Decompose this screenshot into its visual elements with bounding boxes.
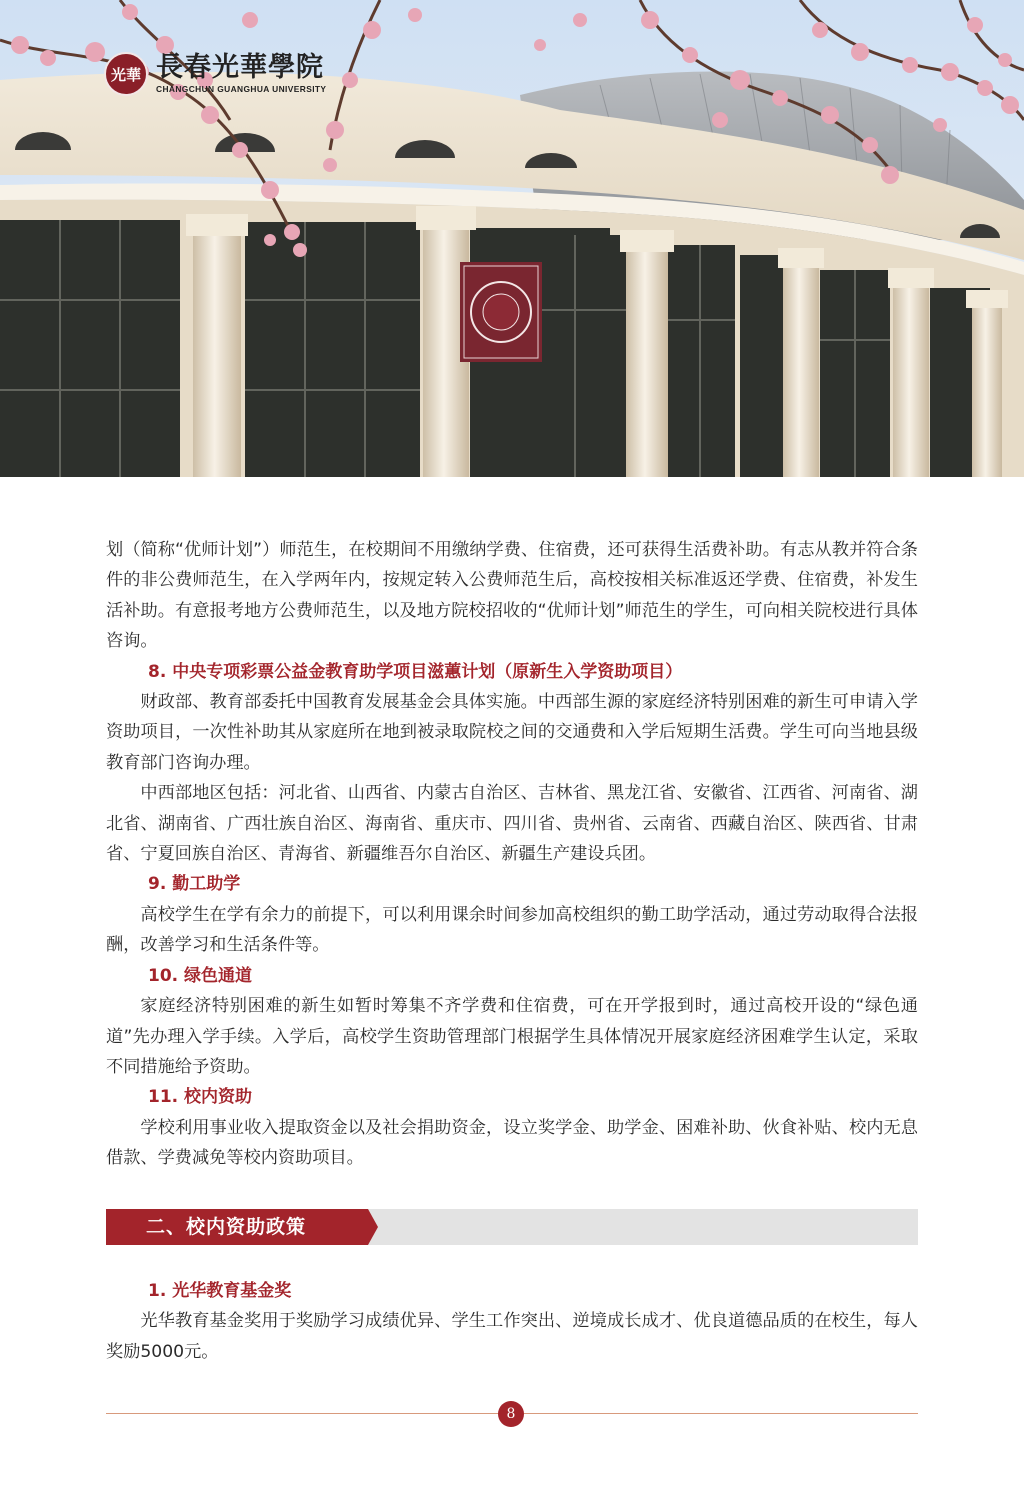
heading-item-9: 9. 勤工助学: [148, 874, 241, 895]
paragraph-item-8-a: 财政部、教育部委托中国教育发展基金会具体实施。中西部生源的家庭经济特别困难的新生可申请入学资助项目，一次性补助其从家庭所在地到被录取院校之间的交通费和入学后短期生活费。学生可向当地县级教育部门咨询办理。: [106, 692, 918, 773]
logo-chinese-name: 長春光華學院: [156, 52, 324, 83]
header-photo: [0, 0, 1024, 477]
paragraph-item-10: 家庭经济特别困难的新生如暂时筹集不齐学费和住宿费，可在开学报到时，通过高校开设的“绿色通道”先办理入学手续。入学后，高校学生资助管理部门根据学生具体情况开展家庭经济困难学生认定，采取不同措施给予资助。: [106, 996, 918, 1077]
page-number-badge: 8: [498, 1401, 524, 1427]
heading-item-8: 8. 中央专项彩票公益金教育助学项目滋蕙计划（原新生入学资助项目）: [148, 661, 683, 682]
university-seal-icon: 光華: [104, 52, 148, 96]
heading-guanghua-award: 1. 光华教育基金奖: [148, 1281, 292, 1301]
main-text: [106, 535, 918, 1174]
paragraph-guanghua-award: 光华教育基金奖用于奖励学习成绩优异、学生工作突出、逆境成长成才、优良道德品质的在校生，每人奖励5000元。: [106, 1311, 918, 1362]
university-logo: [104, 48, 326, 100]
paragraph-continued: 划（简称“优师计划”）师范生，在校期间不用缴纳学费、住宿费，还可获得生活费补助。有志从教并符合条件的非公费师范生，在入学两年内，按规定转入公费师范生后，高校按相关标准返还学费、住宿费，补发生活补助。有意报考地方公费师范生，以及地方院校招收的“优师计划”师范生的学生，可向相关院校进行具体咨询。: [106, 540, 918, 652]
logo-english-name: CHANGCHUN GUANGHUA UNIVERSITY: [156, 84, 327, 94]
section-banner: [106, 1209, 918, 1245]
paragraph-item-11: 学校利用事业收入提取资金以及社会捐助资金，设立奖学金、助学金、困难补助、伙食补贴、校内无息借款、学费减免等校内资助项目。: [106, 1117, 918, 1169]
heading-item-10: 10. 绿色通道: [148, 965, 253, 986]
section-2-text: [106, 1276, 918, 1367]
heading-item-11: 11. 校内资助: [148, 1087, 253, 1108]
paragraph-item-8-b: 中西部地区包括：河北省、山西省、内蒙古自治区、吉林省、黑龙江省、安徽省、江西省、河南省、湖北省、湖南省、广西壮族自治区、海南省、重庆市、四川省、贵州省、云南省、西藏自治区、陕西省、甘肃省、宁夏回族自治区、青海省、新疆维吾尔自治区、新疆生产建设兵团。: [106, 783, 918, 865]
paragraph-item-9: 高校学生在学有余力的前提下，可以利用课余时间参加高校组织的勤工助学活动，通过劳动取得合法报酬，改善学习和生活条件等。: [106, 904, 918, 956]
section-title: 二、校内资助政策: [146, 1216, 307, 1238]
